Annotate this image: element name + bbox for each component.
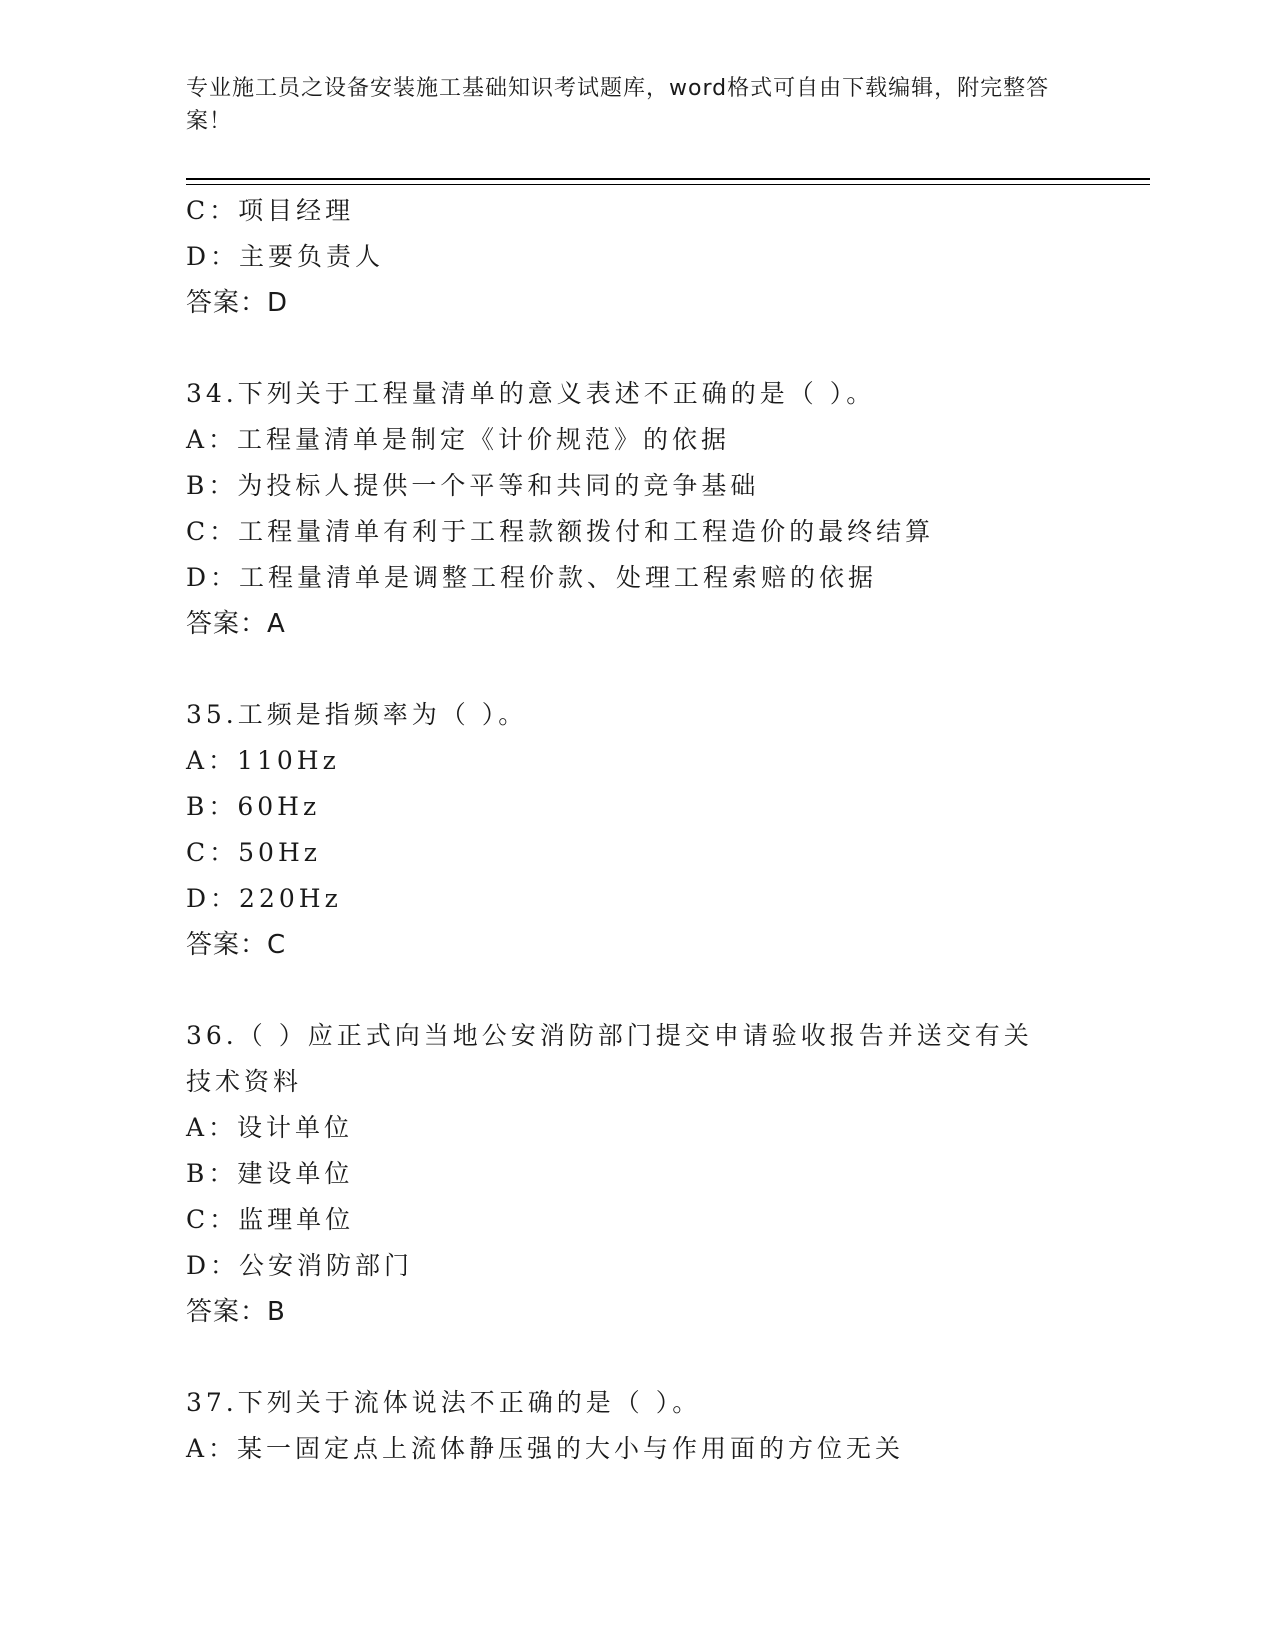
option-b: B：为投标人提供一个平等和共同的竞争基础 bbox=[186, 471, 760, 500]
option-a: A：某一固定点上流体静压强的大小与作用面的方位无关 bbox=[186, 1434, 905, 1463]
spacer bbox=[186, 968, 1086, 1013]
question-37 bbox=[186, 1380, 1086, 1472]
question-stem: 34.下列关于工程量清单的意义表述不正确的是（ ）。 bbox=[186, 379, 876, 408]
option-c: C：50Hz bbox=[186, 838, 321, 867]
answer-line: 答案：A bbox=[186, 609, 286, 639]
option-c: C：工程量清单有利于工程款额拨付和工程造价的最终结算 bbox=[186, 517, 935, 546]
option-d: D：公安消防部门 bbox=[186, 1251, 414, 1280]
question-34 bbox=[186, 371, 1086, 647]
document-header bbox=[186, 72, 1066, 138]
option-b: B：建设单位 bbox=[186, 1159, 354, 1188]
option-a: A：工程量清单是制定《计价规范》的依据 bbox=[186, 425, 731, 454]
spacer bbox=[186, 326, 1086, 371]
option-d: D：主要负责人 bbox=[186, 242, 385, 271]
question-stem: 37.下列关于流体说法不正确的是（ ）。 bbox=[186, 1388, 702, 1417]
answer-line: 答案：D bbox=[186, 288, 289, 318]
question-list bbox=[186, 188, 1086, 1472]
spacer bbox=[186, 1335, 1086, 1380]
option-d: D：工程量清单是调整工程价款、处理工程索赔的依据 bbox=[186, 563, 878, 592]
option-a: A：110Hz bbox=[186, 746, 340, 775]
header-text: 专业施工员之设备安装施工基础知识考试题库，word格式可自由下载编辑，附完整答案！ bbox=[186, 76, 1050, 134]
header-rule-thin bbox=[186, 184, 1150, 185]
answer-line: 答案：B bbox=[186, 1297, 286, 1327]
question-stem: 35.工频是指频率为（ ）。 bbox=[186, 700, 528, 729]
option-c: C：项目经理 bbox=[186, 196, 355, 225]
question-35 bbox=[186, 692, 1086, 968]
option-c: C：监理单位 bbox=[186, 1205, 355, 1234]
question-36 bbox=[186, 1013, 1086, 1335]
answer-line: 答案：C bbox=[186, 930, 287, 960]
option-a: A：设计单位 bbox=[186, 1113, 354, 1142]
question-33-fragment bbox=[186, 188, 1086, 326]
option-b: B：60Hz bbox=[186, 792, 321, 821]
option-d: D：220Hz bbox=[186, 884, 342, 913]
spacer bbox=[186, 647, 1086, 692]
question-stem: 36.（ ）应正式向当地公安消防部门提交申请验收报告并送交有关技术资料 bbox=[186, 1021, 1033, 1096]
header-rule-thick bbox=[186, 178, 1150, 180]
